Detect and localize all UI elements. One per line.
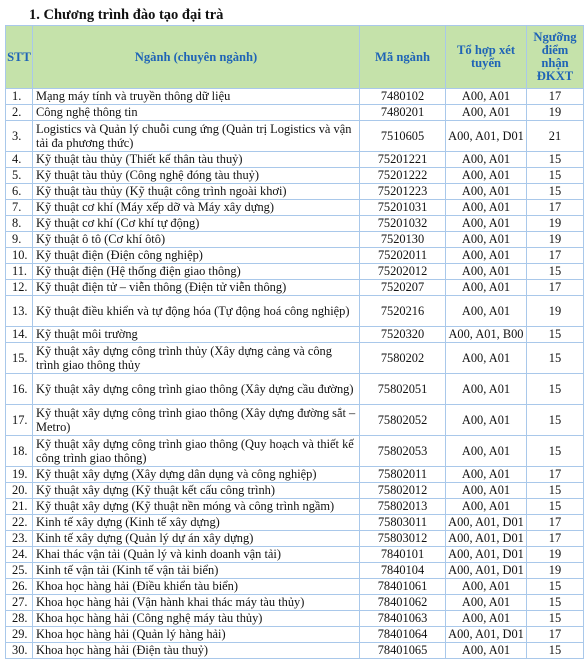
row-major: Khoa học hàng hải (Điện tàu thuỷ) — [33, 643, 360, 659]
row-score: 15 — [527, 374, 584, 405]
row-combo: A00, A01 — [446, 248, 527, 264]
row-code: 75201221 — [360, 152, 446, 168]
row-major: Kỹ thuật tàu thủy (Công nghệ đóng tàu thuỷ) — [33, 168, 360, 184]
row-major: Khoa học hàng hải (Điều khiển tàu biển) — [33, 579, 360, 595]
row-score: 15 — [527, 184, 584, 200]
row-combo: A00, A01 — [446, 105, 527, 121]
row-code: 75802012 — [360, 483, 446, 499]
row-code: 7480201 — [360, 105, 446, 121]
row-combo: A00, A01 — [446, 467, 527, 483]
row-stt: 18. — [6, 436, 33, 467]
table-row — [6, 515, 584, 531]
row-major: Kỹ thuật xây dựng công trình giao thông (Quy hoạch và thiết kế công trình giao thông) — [33, 436, 360, 467]
row-code: 7520216 — [360, 296, 446, 327]
row-stt: 14. — [6, 327, 33, 343]
row-score: 15 — [527, 264, 584, 280]
table-row — [6, 563, 584, 579]
table-row — [6, 280, 584, 296]
row-major: Khoa học hàng hải (Quản lý hàng hải) — [33, 627, 360, 643]
row-combo: A00, A01 — [446, 436, 527, 467]
row-code: 75202012 — [360, 264, 446, 280]
row-code: 78401065 — [360, 643, 446, 659]
row-major: Kỹ thuật xây dựng (Xây dựng dân dụng và công nghiệp) — [33, 467, 360, 483]
header-code: Mã ngành — [360, 26, 446, 89]
row-stt: 29. — [6, 627, 33, 643]
row-score: 19 — [527, 547, 584, 563]
row-major: Khai thác vận tải (Quản lý và kinh doanh vận tải) — [33, 547, 360, 563]
row-combo: A00, A01 — [446, 168, 527, 184]
row-stt: 13. — [6, 296, 33, 327]
table-row — [6, 467, 584, 483]
row-combo: A00, A01 — [446, 184, 527, 200]
row-major: Kỹ thuật điều khiển và tự động hóa (Tự động hoá công nghiệp) — [33, 296, 360, 327]
row-stt: 7. — [6, 200, 33, 216]
row-combo: A00, A01 — [446, 216, 527, 232]
row-code: 7520130 — [360, 232, 446, 248]
table-row — [6, 343, 584, 374]
row-stt: 25. — [6, 563, 33, 579]
row-code: 78401064 — [360, 627, 446, 643]
table-row — [6, 216, 584, 232]
row-score: 15 — [527, 168, 584, 184]
row-score: 17 — [527, 248, 584, 264]
row-stt: 2. — [6, 105, 33, 121]
table-row — [6, 405, 584, 436]
row-combo: A00, A01 — [446, 280, 527, 296]
row-code: 7520320 — [360, 327, 446, 343]
row-score: 21 — [527, 121, 584, 152]
row-major: Kinh tế xây dựng (Quản lý dự án xây dựng) — [33, 531, 360, 547]
row-combo: A00, A01, D01 — [446, 547, 527, 563]
row-major: Kỹ thuật điện tử – viễn thông (Điện tử viễn thông) — [33, 280, 360, 296]
row-major: Kỹ thuật tàu thủy (Kỹ thuật công trình ngoài khơi) — [33, 184, 360, 200]
row-code: 7510605 — [360, 121, 446, 152]
row-score: 15 — [527, 595, 584, 611]
table-row — [6, 547, 584, 563]
row-major: Kỹ thuật môi trường — [33, 327, 360, 343]
row-major: Kỹ thuật xây dựng công trình giao thông (Xây dựng đường sắt – Metro) — [33, 405, 360, 436]
row-score: 17 — [527, 200, 584, 216]
row-score: 17 — [527, 515, 584, 531]
table-row — [6, 643, 584, 659]
row-major: Kỹ thuật điện (Điện công nghiệp) — [33, 248, 360, 264]
table-row — [6, 232, 584, 248]
row-combo: A00, A01 — [446, 152, 527, 168]
row-score: 15 — [527, 643, 584, 659]
row-score: 19 — [527, 232, 584, 248]
table-row — [6, 89, 584, 105]
row-combo: A00, A01 — [446, 579, 527, 595]
row-stt: 19. — [6, 467, 33, 483]
row-stt: 12. — [6, 280, 33, 296]
row-stt: 26. — [6, 579, 33, 595]
row-combo: A00, A01 — [446, 405, 527, 436]
row-stt: 1. — [6, 89, 33, 105]
row-code: 75802053 — [360, 436, 446, 467]
row-combo: A00, A01 — [446, 499, 527, 515]
table-row — [6, 627, 584, 643]
row-major: Kỹ thuật tàu thủy (Thiết kế thân tàu thuỷ) — [33, 152, 360, 168]
row-stt: 10. — [6, 248, 33, 264]
row-major: Khoa học hàng hải (Công nghệ máy tàu thủy) — [33, 611, 360, 627]
row-code: 7840104 — [360, 563, 446, 579]
row-combo: A00, A01 — [446, 643, 527, 659]
row-code: 75802013 — [360, 499, 446, 515]
row-combo: A00, A01, D01 — [446, 563, 527, 579]
row-stt: 4. — [6, 152, 33, 168]
row-major: Kinh tế vận tải (Kinh tế vận tải biển) — [33, 563, 360, 579]
table-row — [6, 611, 584, 627]
row-stt: 23. — [6, 531, 33, 547]
row-score: 15 — [527, 152, 584, 168]
row-code: 75201032 — [360, 216, 446, 232]
row-stt: 11. — [6, 264, 33, 280]
row-code: 7580202 — [360, 343, 446, 374]
section-heading: 1. Chương trình đào tạo đại trà — [29, 7, 224, 23]
header-combo: Tổ hợp xét tuyển — [446, 26, 527, 89]
row-major: Công nghệ thông tin — [33, 105, 360, 121]
row-score: 19 — [527, 563, 584, 579]
row-combo: A00, A01 — [446, 611, 527, 627]
row-code: 78401063 — [360, 611, 446, 627]
row-stt: 30. — [6, 643, 33, 659]
row-code: 78401062 — [360, 595, 446, 611]
table-row — [6, 579, 584, 595]
row-major: Kinh tế xây dựng (Kinh tế xây dựng) — [33, 515, 360, 531]
row-combo: A00, A01, D01 — [446, 515, 527, 531]
header-major: Ngành (chuyên ngành) — [33, 26, 360, 89]
table-row — [6, 200, 584, 216]
row-score: 15 — [527, 436, 584, 467]
row-major: Kỹ thuật cơ khí (Máy xếp dỡ và Máy xây dựng) — [33, 200, 360, 216]
row-stt: 28. — [6, 611, 33, 627]
row-combo: A00, A01 — [446, 89, 527, 105]
row-score: 19 — [527, 296, 584, 327]
table-row — [6, 436, 584, 467]
row-stt: 17. — [6, 405, 33, 436]
row-major: Kỹ thuật xây dựng (Kỹ thuật nền móng và công trình ngầm) — [33, 499, 360, 515]
row-major: Kỹ thuật điện (Hệ thống điện giao thông) — [33, 264, 360, 280]
row-stt: 20. — [6, 483, 33, 499]
row-code: 78401061 — [360, 579, 446, 595]
row-combo: A00, A01 — [446, 200, 527, 216]
row-combo: A00, A01 — [446, 374, 527, 405]
table-row — [6, 248, 584, 264]
row-stt: 24. — [6, 547, 33, 563]
table-row — [6, 374, 584, 405]
row-score: 17 — [527, 89, 584, 105]
row-code: 7520207 — [360, 280, 446, 296]
row-code: 75803011 — [360, 515, 446, 531]
table-header-row — [6, 26, 584, 89]
row-code: 75802011 — [360, 467, 446, 483]
table-row — [6, 152, 584, 168]
row-stt: 8. — [6, 216, 33, 232]
row-combo: A00, A01 — [446, 296, 527, 327]
row-score: 15 — [527, 611, 584, 627]
row-combo: A00, A01 — [446, 595, 527, 611]
table-row — [6, 168, 584, 184]
row-code: 75802052 — [360, 405, 446, 436]
row-stt: 15. — [6, 343, 33, 374]
row-score: 15 — [527, 327, 584, 343]
row-combo: A00, A01 — [446, 232, 527, 248]
row-code: 75201223 — [360, 184, 446, 200]
table-row — [6, 483, 584, 499]
row-code: 7480102 — [360, 89, 446, 105]
row-score: 15 — [527, 405, 584, 436]
majors-table — [5, 25, 584, 659]
table-row — [6, 327, 584, 343]
row-major: Khoa học hàng hải (Vận hành khai thác máy tàu thủy) — [33, 595, 360, 611]
document — [5, 5, 583, 659]
row-combo: A00, A01, D01 — [446, 531, 527, 547]
row-combo: A00, A01, D01 — [446, 627, 527, 643]
row-code: 75201031 — [360, 200, 446, 216]
header-score: Ngưỡng điểm nhận ĐKXT — [527, 26, 584, 89]
table-body — [6, 89, 584, 659]
row-score: 17 — [527, 531, 584, 547]
table-row — [6, 531, 584, 547]
table-row — [6, 499, 584, 515]
row-stt: 21. — [6, 499, 33, 515]
row-score: 15 — [527, 483, 584, 499]
row-score: 17 — [527, 627, 584, 643]
row-score: 17 — [527, 467, 584, 483]
table-row — [6, 296, 584, 327]
row-combo: A00, A01 — [446, 483, 527, 499]
row-code: 7840101 — [360, 547, 446, 563]
row-combo: A00, A01 — [446, 264, 527, 280]
row-major: Mạng máy tính và truyền thông dữ liệu — [33, 89, 360, 105]
row-score: 15 — [527, 579, 584, 595]
row-major: Kỹ thuật xây dựng công trình thủy (Xây dựng cảng và công trình giao thông thủy — [33, 343, 360, 374]
row-code: 75202011 — [360, 248, 446, 264]
table-row — [6, 105, 584, 121]
row-code: 75803012 — [360, 531, 446, 547]
row-major: Kỹ thuật xây dựng công trình giao thông (Xây dựng cầu đường) — [33, 374, 360, 405]
row-score: 15 — [527, 343, 584, 374]
row-major: Kỹ thuật cơ khí (Cơ khí tự động) — [33, 216, 360, 232]
row-stt: 16. — [6, 374, 33, 405]
row-score: 15 — [527, 499, 584, 515]
header-stt: STT — [6, 26, 33, 89]
row-combo: A00, A01, D01 — [446, 121, 527, 152]
row-stt: 3. — [6, 121, 33, 152]
row-score: 19 — [527, 105, 584, 121]
row-stt: 5. — [6, 168, 33, 184]
row-code: 75802051 — [360, 374, 446, 405]
row-code: 75201222 — [360, 168, 446, 184]
row-stt: 9. — [6, 232, 33, 248]
row-score: 17 — [527, 280, 584, 296]
row-stt: 27. — [6, 595, 33, 611]
row-combo: A00, A01, B00 — [446, 327, 527, 343]
row-combo: A00, A01 — [446, 343, 527, 374]
row-major: Kỹ thuật xây dựng (Kỹ thuật kết cấu công trình) — [33, 483, 360, 499]
row-major: Kỹ thuật ô tô (Cơ khí ôtô) — [33, 232, 360, 248]
row-score: 19 — [527, 216, 584, 232]
table-row — [6, 595, 584, 611]
table-row — [6, 184, 584, 200]
table-row — [6, 121, 584, 152]
row-stt: 22. — [6, 515, 33, 531]
table-row — [6, 264, 584, 280]
row-major: Logistics và Quản lý chuỗi cung ứng (Quản trị Logistics và vận tải đa phương thức) — [33, 121, 360, 152]
row-stt: 6. — [6, 184, 33, 200]
